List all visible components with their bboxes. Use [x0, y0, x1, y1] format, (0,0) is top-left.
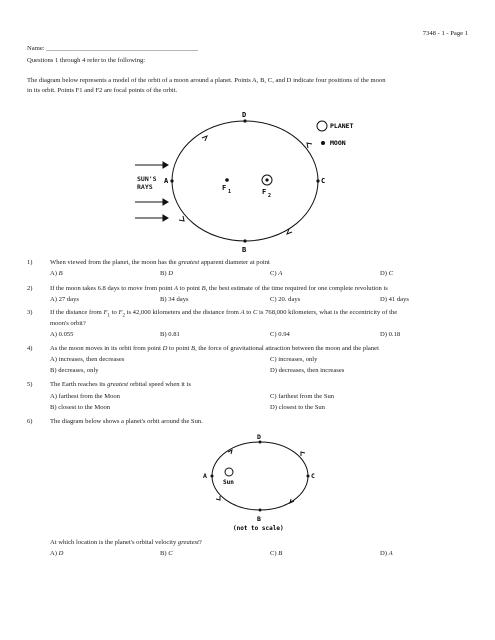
legend-planet-icon [317, 121, 327, 131]
q6-text: The diagram below shows a planet's orbit around the Sun. [50, 418, 203, 425]
legend-moon-icon [321, 141, 325, 145]
orbit-ellipse [212, 442, 308, 510]
q4-choice-c[interactable]: C) increases, only [270, 356, 318, 363]
q3-choice-b[interactable]: B) 0.81 [160, 331, 180, 338]
questions-intro: Questions 1 through 4 refer to the following: [27, 57, 146, 64]
q2-choice-d[interactable]: D) 41 days [380, 296, 409, 303]
q5-text: The Earth reaches its greatest orbital speed when it is [50, 381, 191, 388]
label-b: B [257, 515, 261, 523]
name-line: Name: ______________________________________________ [27, 45, 198, 52]
q6-choice-b[interactable]: B) C [160, 550, 173, 557]
q4-number: 4) [27, 345, 33, 352]
q4-text: As the moon moves in its orbit from point D to point B, the force of gravitational attraction between the moon and the planet [50, 345, 379, 352]
diagram1-intro-line1: The diagram below represents a model of the orbit of a moon around a planet. Points A, B, C, and D indicate four positions of the moon [27, 77, 386, 84]
label-b: B [242, 246, 247, 253]
focus-f1-dot [225, 178, 229, 182]
sun-rays-label: SUN'S RAYS [137, 175, 157, 191]
planet-orbit-diagram [195, 432, 325, 532]
q2-choice-c[interactable]: C) 20. days [270, 296, 301, 303]
sun-label: Sun [223, 479, 234, 486]
orbit-arrow-icon [301, 452, 305, 456]
q6-choice-d[interactable]: D) A [380, 550, 393, 557]
q1-choice-b[interactable]: B) D [160, 270, 174, 277]
label-d: D [242, 111, 247, 119]
label-a: A [164, 177, 169, 185]
q5-choice-b[interactable]: B) closest to the Moon [50, 404, 111, 411]
q6-choice-a[interactable]: A) D [50, 550, 64, 557]
q3-number: 3) [27, 309, 33, 316]
label-c: C [321, 177, 326, 185]
point-b-marker [243, 239, 246, 242]
point-a-marker [211, 475, 214, 478]
q2-text: If the moon takes 6.8 days to move from point A to point B, the best estimate of the time required for one complete revolution is [50, 285, 388, 292]
orbit-arrow-icon [307, 143, 312, 148]
orbit-arrow-icon [216, 496, 220, 500]
ray-arrow-icon [163, 162, 168, 168]
orbit-arrow-icon [202, 136, 207, 141]
q1-choice-c[interactable]: C) A [270, 270, 283, 277]
q3-text: If the distance from $F_1$ to $F_2$ is 42,000 kilometers and the distance from A to C is 768,000 kilometers, what is the eccentricity of the [50, 309, 398, 319]
diagram1-intro-line2: in its orbit. Points F1 and F2 are focal points of the orbit. [27, 87, 178, 94]
label-f2-sub: 2 [268, 193, 272, 199]
q5-choice-c[interactable]: C) farthest from the Sun [270, 393, 335, 400]
q5-number: 5) [27, 381, 33, 388]
label-f2: F [262, 188, 267, 196]
label-c: C [311, 472, 315, 480]
q5-choice-d[interactable]: D) closest to the Sun [270, 404, 325, 411]
q4-choice-d[interactable]: D) decreases, then increases [270, 367, 345, 374]
label-d: D [257, 433, 261, 441]
point-d-marker [243, 119, 246, 122]
label-f1-sub: 1 [228, 189, 232, 195]
q2-choice-b[interactable]: B) 34 days [160, 296, 189, 303]
q4-choice-a[interactable]: A) increases, then decreases [50, 356, 125, 363]
q6-number: 6) [27, 418, 33, 425]
q1-text: When viewed from the planet, the moon has the greatest apparent diameter at point [50, 259, 270, 266]
point-c-marker [316, 179, 319, 182]
q3-choice-a[interactable]: A) 0.055 [50, 331, 74, 338]
q2-choice-a[interactable]: A) 27 days [50, 296, 79, 303]
orbit-ellipse [172, 121, 318, 241]
ray-arrow-icon [163, 215, 168, 221]
q1-choice-d[interactable]: D) C [380, 270, 394, 277]
q6-choice-c[interactable]: C) B [270, 550, 283, 557]
q3-choice-d[interactable]: D) 0.18 [380, 331, 401, 338]
q4-choice-b[interactable]: B) decreases, only [50, 367, 99, 374]
page-label: 7348 - 1 - Page 1 [422, 30, 468, 37]
ray-arrow-icon [163, 199, 168, 205]
diagram-caption: (not to scale) [233, 525, 284, 532]
q3-text-line2: moon's orbit? [50, 320, 86, 327]
label-f1: F [222, 184, 227, 192]
point-c-marker [307, 475, 310, 478]
sun-icon [225, 468, 233, 476]
q6-question: At which location is the planet's orbital velocity greatest? [50, 539, 202, 546]
point-b-marker [259, 509, 262, 512]
q1-number: 1) [27, 259, 33, 266]
q1-choice-a[interactable]: A) B [50, 270, 63, 277]
sun-rays-arrows [133, 160, 181, 230]
q5-choice-a[interactable]: A) farthest from the Moon [50, 393, 120, 400]
legend-planet-label: PLANET [330, 122, 354, 130]
label-a: A [203, 472, 207, 480]
q2-number: 2) [27, 285, 33, 292]
q3-choice-c[interactable]: C) 0.94 [270, 331, 290, 338]
legend-moon-label: MOON [330, 139, 346, 147]
